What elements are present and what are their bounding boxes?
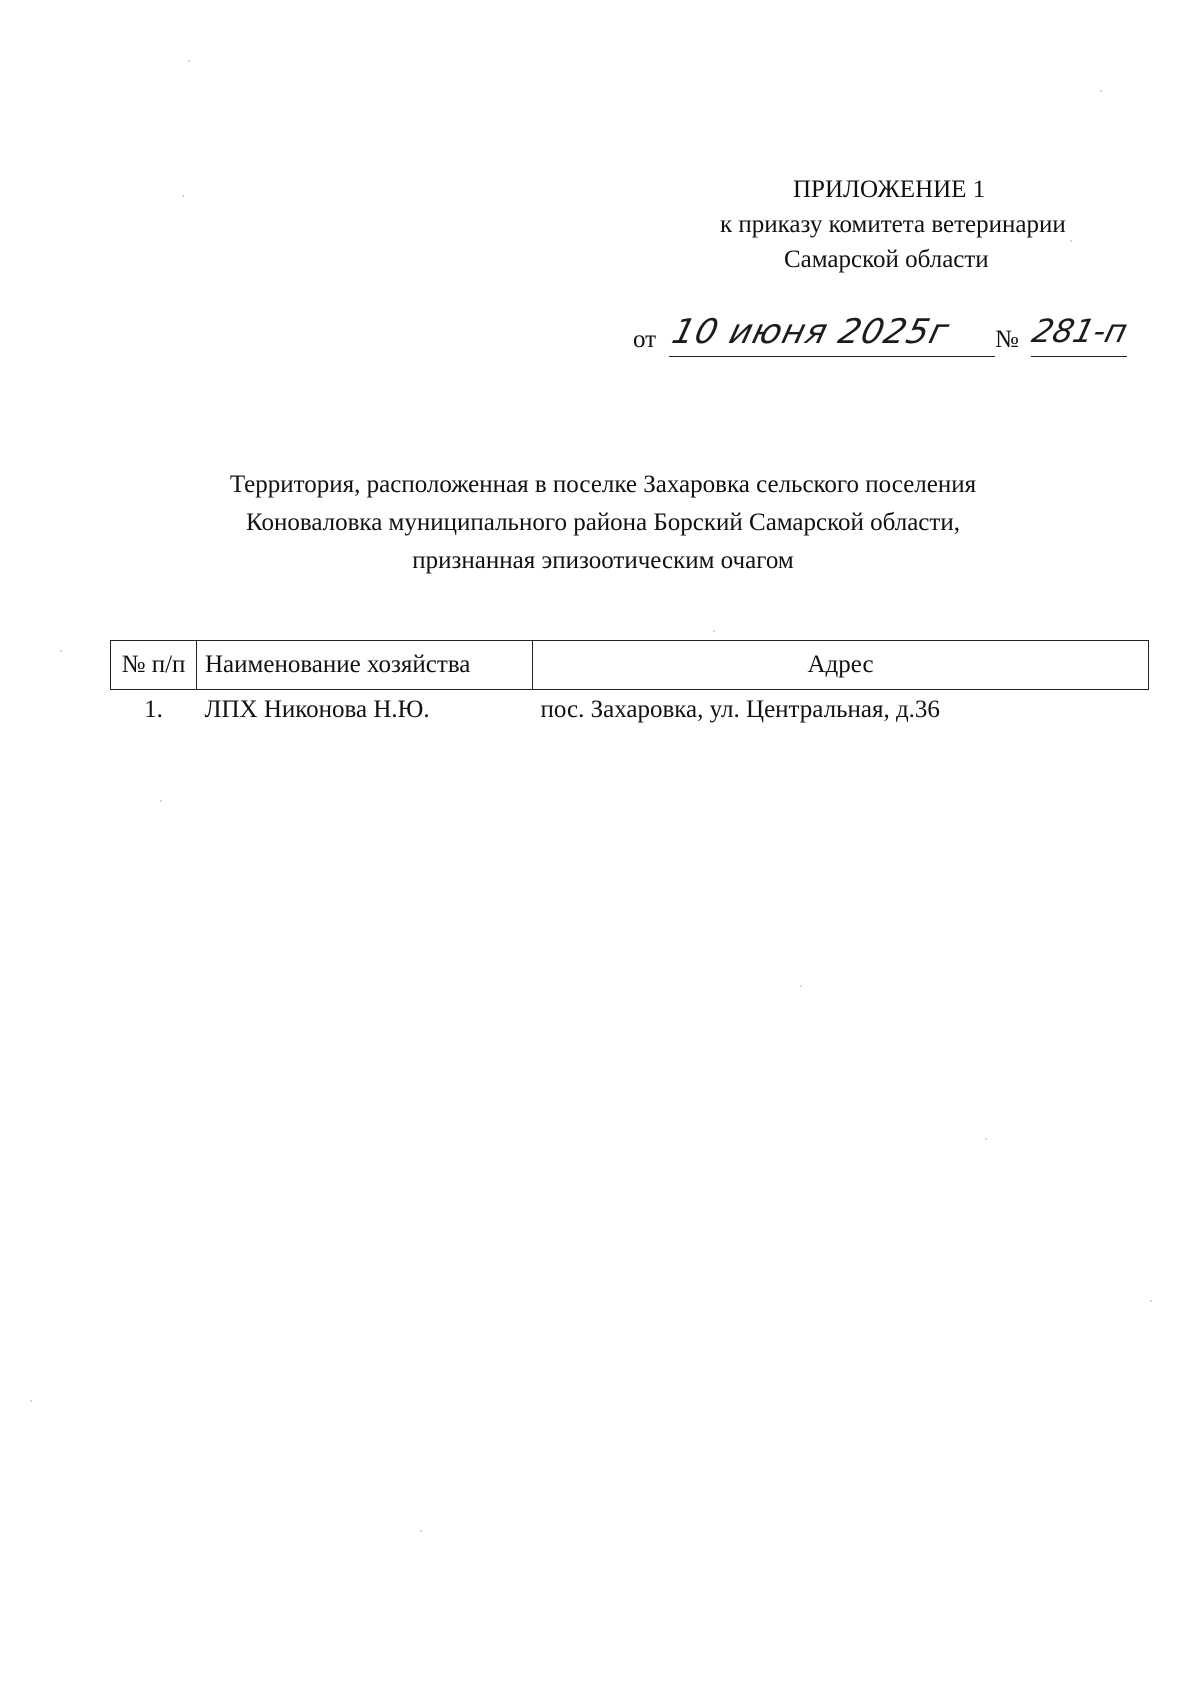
- date-prefix: от: [633, 326, 657, 353]
- handwritten-number: 281-п: [1028, 312, 1132, 350]
- table-row: [111, 690, 1149, 739]
- number-underline: [1031, 356, 1127, 357]
- order-date-number: [633, 312, 1133, 368]
- appendix-title: ПРИЛОЖЕНИЕ 1: [793, 176, 986, 203]
- number-prefix: №: [995, 326, 1019, 353]
- title-line-3: признанная эпизоотическим очагом: [412, 547, 794, 574]
- header-address: Адрес: [533, 641, 1149, 690]
- header-number: № п/п: [111, 641, 197, 690]
- table-header-row: [111, 641, 1149, 690]
- header-farm-name: Наименование хозяйства: [197, 641, 533, 690]
- appendix-order-line: к приказу комитета ветеринарии: [720, 211, 1066, 238]
- date-underline: [669, 356, 995, 357]
- handwritten-date: 10 июня 2025г: [668, 312, 954, 352]
- row-number: 1.: [144, 696, 163, 723]
- row-farm-name: ЛПХ Никонова Н.Ю.: [204, 696, 430, 723]
- title-line-1: Территория, расположенная в поселке Захаровка сельского поселения: [229, 471, 977, 498]
- farms-table: [110, 640, 1149, 738]
- document-title: [150, 466, 1056, 580]
- appendix-region-line: Самарской области: [784, 246, 989, 273]
- row-address: пос. Захаровка, ул. Центральная, д.36: [540, 696, 940, 723]
- title-line-2: Коноваловка муниципального района Борский Самарской области,: [246, 509, 960, 536]
